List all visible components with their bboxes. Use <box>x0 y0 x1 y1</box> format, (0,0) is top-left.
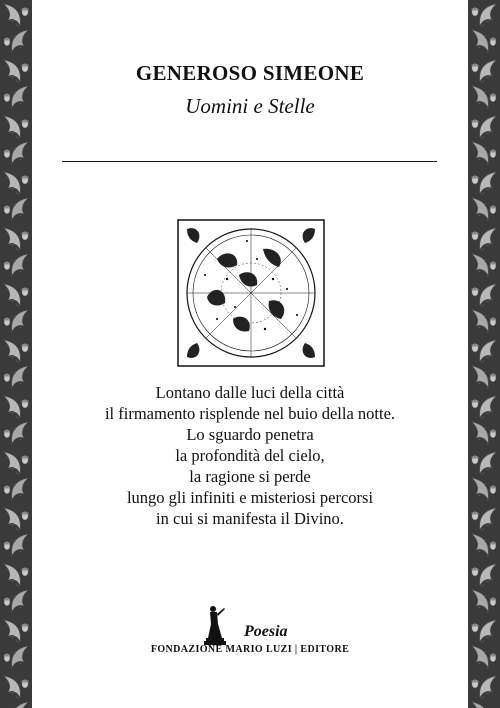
publisher-name: FONDAZIONE MARIO LUZI | EDITORE <box>150 644 350 655</box>
right-decorative-border <box>468 0 500 708</box>
poem-line: la ragione si perde <box>189 467 311 486</box>
poem-text <box>32 382 468 529</box>
oak-leaf-border-icon <box>0 0 32 708</box>
title-divider <box>62 161 437 162</box>
oak-leaf-border-icon <box>468 0 500 708</box>
publisher-logo <box>204 604 228 646</box>
poem-line: la profondità del cielo, <box>175 446 325 465</box>
poem-line: Lo sguardo penetra <box>186 425 314 444</box>
poem-line: Lontano dalle luci della città <box>155 383 345 402</box>
poem-line: il firmamento risplende nel buio della notte. <box>104 404 396 423</box>
series-name: Poesia <box>244 623 288 640</box>
poem-line: in cui si manifesta il Divino. <box>156 509 344 528</box>
cover-content <box>32 0 468 708</box>
left-decorative-border <box>0 0 32 708</box>
author-name: GENEROSO SIMEONE <box>135 61 365 85</box>
book-title: Uomini e Stelle <box>185 94 315 118</box>
star-map-illustration <box>177 219 325 367</box>
statue-figure-icon <box>204 604 228 646</box>
celestial-map-icon <box>177 219 325 367</box>
poem-line: lungo gli infiniti e misteriosi percorsi <box>126 488 374 507</box>
